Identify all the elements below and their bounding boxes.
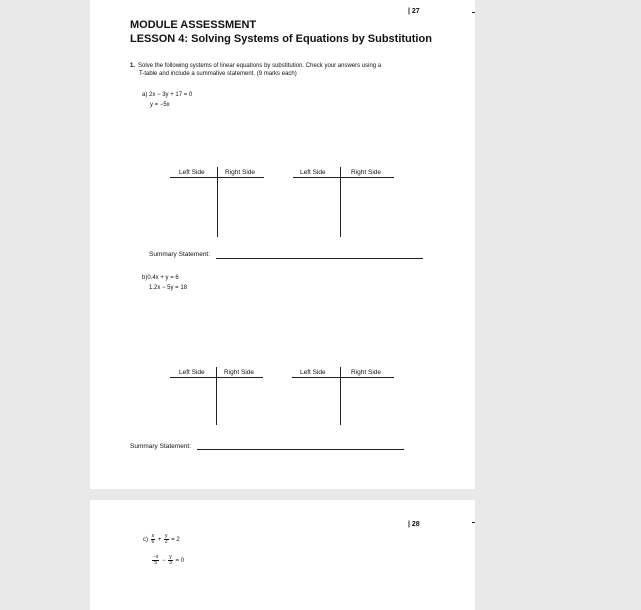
part-c-eq1: c) $\frac{x}{6}$ + $\frac{y}{2}$ = 2 <box>143 533 180 545</box>
summary-label-a: Summary Statement: <box>149 251 211 258</box>
t-table-left-header: Left Side <box>300 169 326 176</box>
page-number: | 27 <box>408 8 420 15</box>
page-edge-mark <box>472 522 475 523</box>
page-edge-mark <box>472 12 475 13</box>
worksheet-page-27 <box>90 0 475 489</box>
t-table-left-header: Left Side <box>179 169 205 176</box>
part-c-label: c) <box>143 537 148 544</box>
fraction: $\frac{y}{3}$ <box>169 554 172 566</box>
t-table-vertical-line <box>340 367 341 425</box>
t-table-horizontal-line <box>293 177 394 178</box>
question-instructions <box>130 62 430 78</box>
summary-answer-line-b[interactable] <box>197 449 404 450</box>
part-b-label: b) <box>142 275 148 281</box>
module-title: MODULE ASSESSMENT <box>130 19 257 31</box>
fraction: $\frac{y}{2}$ <box>164 533 168 545</box>
part-a-eq2: y = −5x <box>150 102 170 108</box>
lesson-title: LESSON 4: Solving Systems of Equations by Substitution <box>130 33 432 45</box>
fraction: $\frac{x}{6}$ <box>151 533 155 545</box>
t-table-right-header: Right Side <box>351 169 381 176</box>
t-table-vertical-line <box>216 367 217 425</box>
part-b-equations <box>142 273 187 293</box>
summary-answer-line-a[interactable] <box>216 258 423 259</box>
part-b-eq1: 0.4x + y = 6 <box>147 275 179 281</box>
fraction: $\frac{-x}{5}$ <box>153 554 159 566</box>
part-a-equations <box>142 90 192 110</box>
t-table-left-header: Left Side <box>179 369 205 376</box>
t-table-horizontal-line <box>292 377 394 378</box>
part-a-eq1: 2x − 3y + 17 = 0 <box>149 92 193 98</box>
t-table-right-header: Right Side <box>225 169 255 176</box>
t-table-vertical-line <box>217 167 218 237</box>
question-number: 1. <box>130 63 136 69</box>
part-b-eq2: 1.2x − 5y = 18 <box>149 285 188 291</box>
instruction-line-1: Solve the following systems of linear equations by substitution. Check your answers using a <box>138 63 382 69</box>
t-table-vertical-line <box>340 167 341 237</box>
t-table-right-header: Right Side <box>224 369 254 376</box>
instruction-line-2: T-table and include a summative statement. (9 marks each) <box>139 71 297 77</box>
worksheet-page-28 <box>90 500 475 610</box>
part-a-label: a) <box>142 92 148 98</box>
t-table-right-header: Right Side <box>351 369 381 376</box>
summary-label-b: Summary Statement: <box>130 443 192 450</box>
part-c-eq2: $\frac{-x}{5}$ − $\frac{y}{3}$ = 0 <box>153 554 184 566</box>
page-number: | 28 <box>408 521 420 528</box>
t-table-left-header: Left Side <box>300 369 326 376</box>
